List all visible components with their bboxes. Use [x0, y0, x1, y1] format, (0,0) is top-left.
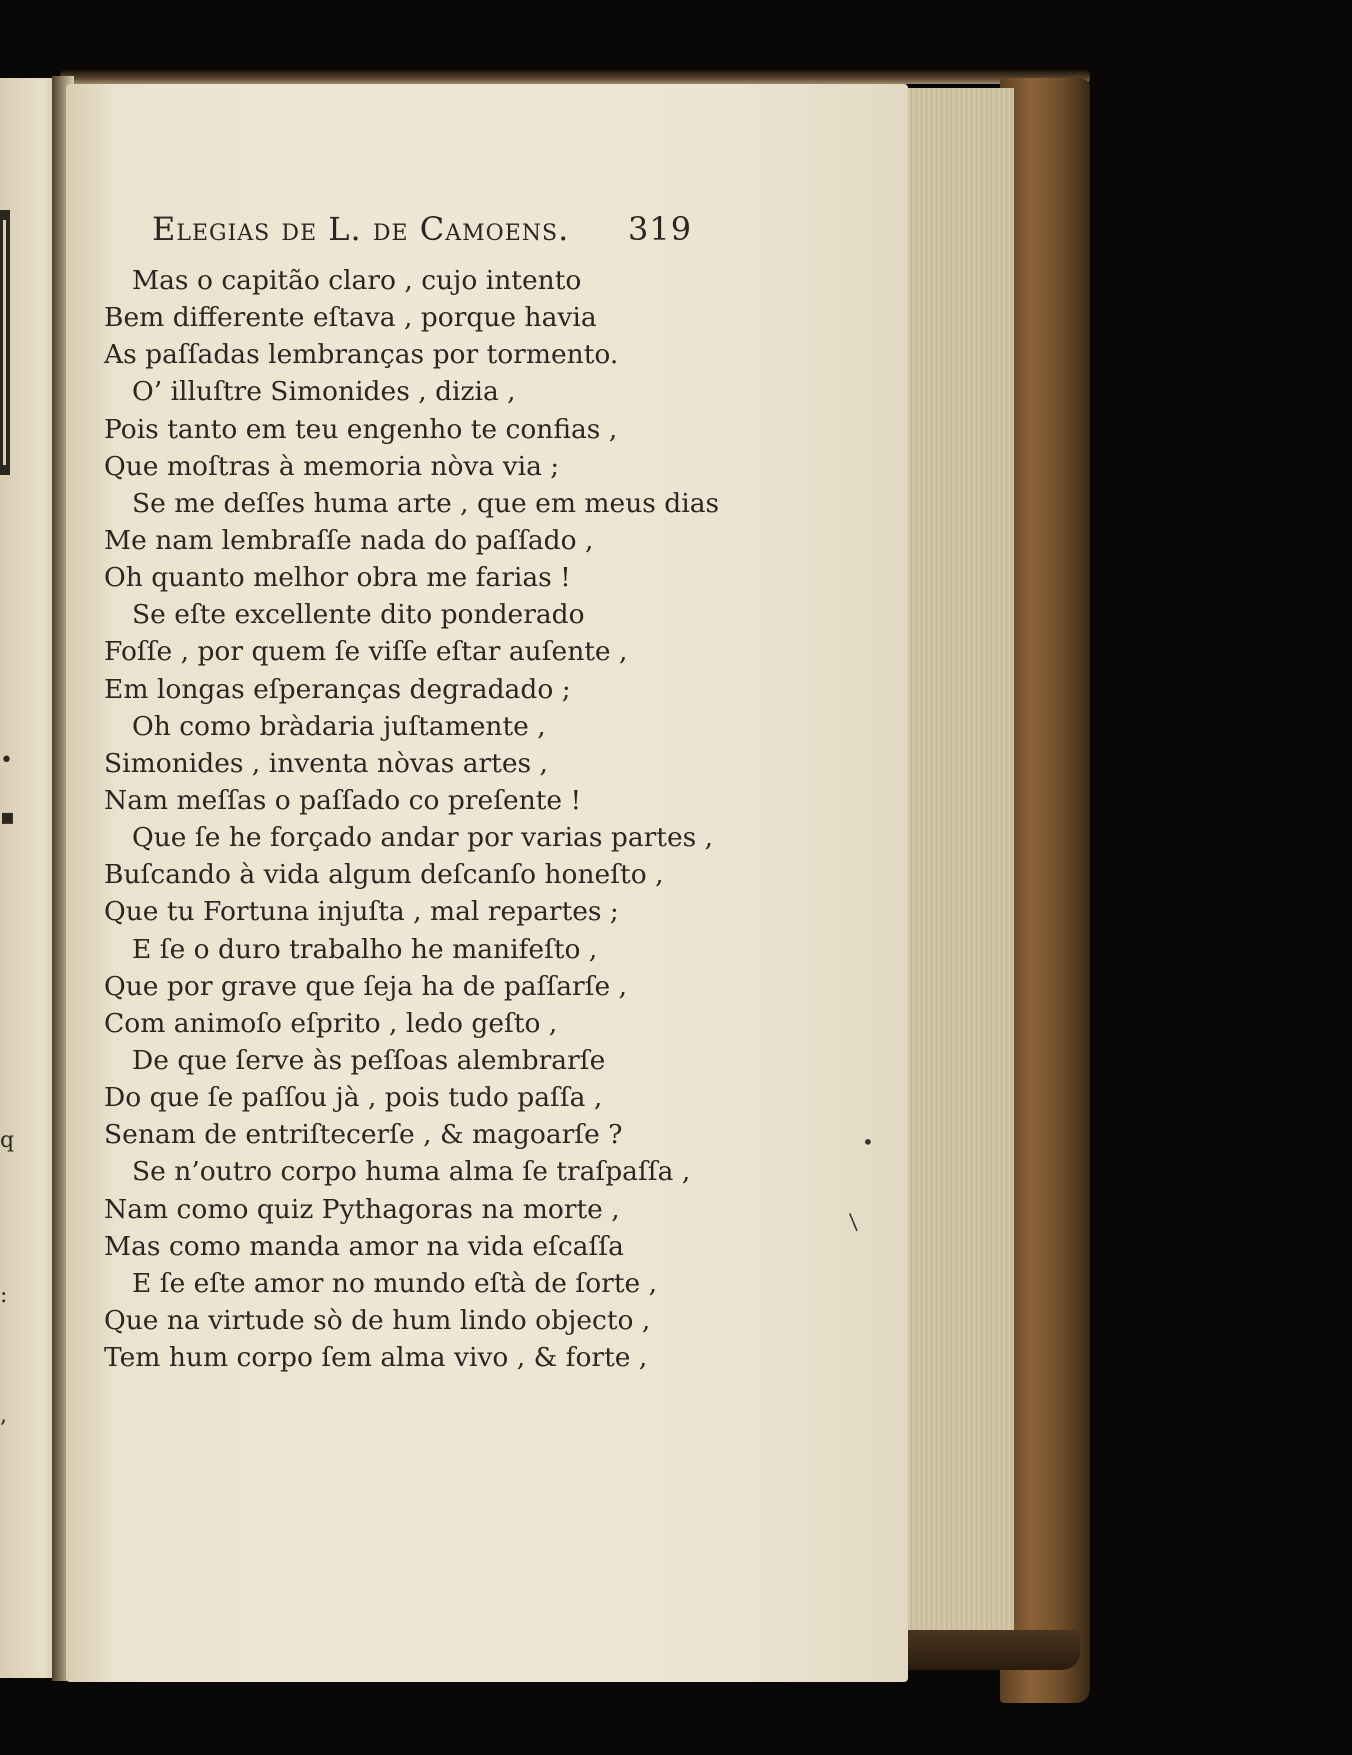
poem-line: Do que ſe paſſou jà , pois tudo paſſa ,: [104, 1082, 603, 1114]
poem-line: O’ illuſtre Simonides , dizia ,: [132, 376, 516, 408]
book-top-edge: [60, 70, 1090, 84]
poem-line: Com animoſo eſprito , ledo geſto ,: [104, 1007, 558, 1039]
poem-line: Buſcando à vida algum deſcanſo honeſto ,: [104, 859, 664, 891]
poem-line: Se eſte excellente dito ponderado: [132, 599, 585, 631]
poem-line: Oh quanto melhor obra me farias !: [104, 562, 571, 594]
poem-line: Oh como bràdaria juſtamente ,: [132, 710, 546, 742]
cover-corner: [880, 1630, 1080, 1670]
poem-line: Nam meſſas o paſſado co preſente !: [104, 784, 582, 816]
poem-line: Tem hum corpo ſem alma vivo , & forte ,: [104, 1342, 648, 1374]
poem-line: Pois tanto em teu engenho te confias ,: [104, 413, 618, 445]
poem-line: De que ſerve às peſſoas alembrarſe: [132, 1044, 606, 1076]
poem-line: Senam de entriſtecerſe , & magoarſe ?: [104, 1119, 623, 1151]
left-page-rule-inner: [3, 220, 6, 465]
margin-speck: /: [842, 1210, 865, 1235]
poem-line: Em longas eſperanças degradado ;: [104, 673, 571, 705]
left-page-mark: ,: [0, 1403, 7, 1428]
poem-line: Que na virtude sò de hum lindo objecto ,: [104, 1304, 651, 1336]
left-page-mark: •: [0, 748, 13, 773]
poem-line: Nam como quiz Pythagoras na morte ,: [104, 1193, 620, 1225]
poem-line: E ſe eſte amor no mundo eſtà de ſorte ,: [132, 1267, 657, 1299]
running-head-title: Elegias de L. de Camoens.: [152, 210, 570, 248]
poem-line: Se n’outro corpo huma alma ſe traſpaſſa ,: [132, 1156, 691, 1188]
poem-line: Mas como manda amor na vida eſcaſſa: [104, 1230, 624, 1262]
poem-line: Que tu Fortuna injuſta , mal repartes ;: [104, 896, 619, 928]
page-edges: [898, 88, 1014, 1638]
poem-line: Se me deſſes huma arte , que em meus dias: [132, 487, 720, 519]
margin-speck: •: [862, 1130, 874, 1154]
left-page-mark: :: [0, 1283, 8, 1308]
poem-line: Simonides , inventa nòvas artes ,: [104, 747, 548, 779]
poem-line: E ſe o duro trabalho he manifeſto ,: [132, 933, 598, 965]
poem-text: [104, 262, 720, 1376]
left-page-mark: q: [0, 1128, 15, 1153]
poem-line: Foſſe , por quem ſe viſſe eſtar auſente ,: [104, 636, 628, 668]
poem-line: Me nam lembraſſe nada do paſſado ,: [104, 524, 594, 556]
poem-line: As paſſadas lembranças por tormento.: [104, 339, 619, 371]
left-page-mark: ▪: [0, 805, 15, 830]
poem-line: Bem differente eſtava , porque havia: [104, 302, 597, 334]
page-number: 319: [628, 210, 693, 248]
poem-line: Que ſe he forçado andar por varias partes ,: [132, 822, 714, 854]
poem-line: Que moſtras à memoria nòva via ;: [104, 450, 560, 482]
running-head: [152, 210, 712, 248]
poem-line: Mas o capitão claro , cujo intento: [132, 265, 582, 296]
poem-line: Que por grave que ſeja ha de paſſarſe ,: [104, 970, 628, 1002]
